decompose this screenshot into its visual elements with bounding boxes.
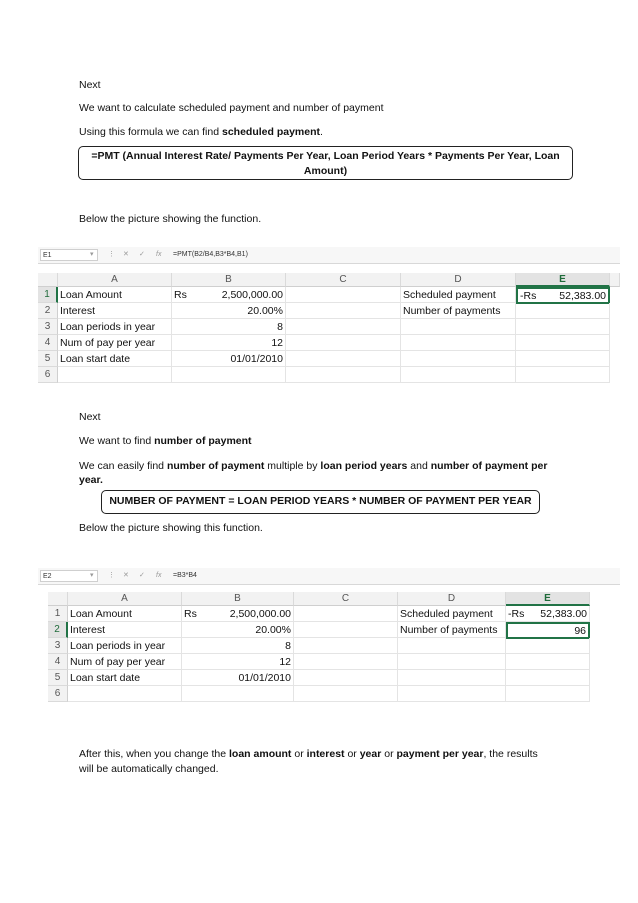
concl-8: payment per year [396, 748, 484, 760]
cancel-icon[interactable]: ✕ [123, 251, 129, 258]
cell-a1[interactable]: Loan Amount [68, 606, 182, 622]
cell-e3[interactable] [506, 638, 590, 654]
cell-a6[interactable] [58, 367, 172, 383]
cell-b2[interactable]: 20.00% [182, 622, 294, 638]
easy-paragraph [79, 459, 564, 487]
cell-c2[interactable] [294, 622, 398, 638]
cell-b5[interactable]: 01/01/2010 [182, 670, 294, 686]
cell-a5[interactable]: Loan start date [58, 351, 172, 367]
formula-bar [38, 568, 620, 585]
cell-e2[interactable]: 96 [506, 622, 590, 639]
cell-c1[interactable] [286, 287, 401, 303]
cell-b4[interactable]: 12 [182, 654, 294, 670]
dropdown-icon[interactable]: ▾ [90, 251, 94, 258]
cell-e2[interactable] [516, 303, 610, 319]
find-line [79, 434, 252, 448]
formula-intro-plain: Using this formula we can find [79, 126, 222, 138]
cell-d2[interactable]: Number of payments [398, 622, 506, 638]
cell-c1[interactable] [294, 606, 398, 622]
cell-a2[interactable]: Interest [68, 622, 182, 638]
pmt-formula-line2: Amount) [303, 165, 348, 177]
col-header-d[interactable]: D [401, 273, 516, 287]
cell-e4[interactable] [506, 654, 590, 670]
spreadsheet-2 [38, 568, 620, 700]
cell-a4[interactable]: Num of pay per year [68, 654, 182, 670]
cell-a3[interactable]: Loan periods in year [58, 319, 172, 335]
cell-c3[interactable] [286, 319, 401, 335]
col-header-e[interactable]: E [516, 273, 610, 287]
cell-c5[interactable] [286, 351, 401, 367]
col-header-b[interactable]: B [182, 592, 294, 606]
cell-a5[interactable]: Loan start date [68, 670, 182, 686]
row-header-3[interactable]: 3 [38, 319, 58, 335]
cell-d1[interactable]: Scheduled payment [398, 606, 506, 622]
concl-10: will be automatically changed. [79, 763, 219, 775]
find-bold: number of payment [154, 435, 252, 447]
cell-d3[interactable] [401, 319, 516, 335]
row-header-3[interactable]: 3 [48, 638, 68, 654]
currency-prefix: Rs [174, 289, 187, 301]
cell-a1[interactable]: Loan Amount [58, 287, 172, 303]
separator-icon: ⋮ [108, 251, 115, 258]
cell-d6[interactable] [401, 367, 516, 383]
cell-d4[interactable] [398, 654, 506, 670]
easy-4: loan period years [320, 460, 408, 472]
cell-d3[interactable] [398, 638, 506, 654]
cell-d4[interactable] [401, 335, 516, 351]
cell-e4[interactable] [516, 335, 610, 351]
cell-e6[interactable] [506, 686, 590, 702]
cell-c4[interactable] [286, 335, 401, 351]
cell-c3[interactable] [294, 638, 398, 654]
col-header-a[interactable]: A [58, 273, 172, 287]
currency-prefix: -Rs [520, 290, 537, 302]
separator-icon: ⋮ [108, 572, 115, 579]
cell-a2[interactable]: Interest [58, 303, 172, 319]
cell-a4[interactable]: Num of pay per year [58, 335, 172, 351]
name-box[interactable]: E1 [40, 249, 98, 261]
concl-5: or [344, 748, 360, 760]
dropdown-icon[interactable]: ▾ [90, 572, 94, 579]
cell-value: 52,383.00 [540, 608, 587, 620]
col-header-a[interactable]: A [68, 592, 182, 606]
cell-c4[interactable] [294, 654, 398, 670]
row-header-2[interactable]: 2 [48, 622, 68, 638]
cell-b6[interactable] [182, 686, 294, 702]
col-header-c[interactable]: C [286, 273, 401, 287]
find-plain: We want to find [79, 435, 155, 447]
spreadsheet-1 [38, 247, 620, 383]
cancel-icon[interactable]: ✕ [123, 572, 129, 579]
cell-e1[interactable] [516, 287, 610, 304]
row-header-6[interactable]: 6 [38, 367, 58, 383]
cell-e6[interactable] [516, 367, 610, 383]
easy-5: and [407, 460, 431, 472]
concl-3: or [291, 748, 307, 760]
next-heading-1: Next [79, 79, 101, 91]
concl-2: loan amount [229, 748, 292, 760]
cell-c6[interactable] [286, 367, 401, 383]
cell-c5[interactable] [294, 670, 398, 686]
cell-value: 52,383.00 [559, 290, 606, 302]
pmt-formula-line1: =PMT (Annual Interest Rate/ Payments Per Year, Loan Period Years * Payments Per Year, Loan [91, 150, 560, 162]
cell-b1[interactable] [182, 606, 294, 622]
cell-e5[interactable] [506, 670, 590, 686]
nop-formula-box [101, 490, 540, 514]
col-header-d[interactable]: D [398, 592, 506, 606]
col-header-e[interactable]: E [506, 592, 590, 606]
concl-9: , the results [483, 748, 538, 760]
cell-b6[interactable] [172, 367, 286, 383]
cell-d6[interactable] [398, 686, 506, 702]
easy-3: multiple by [264, 460, 321, 472]
cell-d1[interactable]: Scheduled payment [401, 287, 516, 303]
conclusion-paragraph [79, 747, 564, 777]
enter-icon[interactable]: ✓ [139, 251, 145, 258]
cell-c2[interactable] [286, 303, 401, 319]
row-header-5[interactable]: 5 [38, 351, 58, 367]
fx-icon[interactable]: fx [156, 251, 162, 258]
easy-1: We can easily find [79, 460, 167, 472]
formula-intro-end: . [320, 126, 323, 138]
concl-6: year [359, 748, 382, 760]
calc-line: We want to calculate scheduled payment and number of payment [79, 102, 384, 114]
pmt-formula-box [78, 146, 573, 180]
row-header-5[interactable]: 5 [48, 670, 68, 686]
row-header-2[interactable]: 2 [38, 303, 58, 319]
cell-d2[interactable]: Number of payments [401, 303, 516, 319]
name-box[interactable]: E2 [40, 570, 98, 582]
easy-7: year. [79, 474, 103, 486]
cell-value: 2,500,000.00 [221, 289, 283, 301]
row-header-4[interactable]: 4 [38, 335, 58, 351]
cell-a3[interactable]: Loan periods in year [68, 638, 182, 654]
currency-prefix: Rs [184, 608, 197, 620]
col-header-b[interactable]: B [172, 273, 286, 287]
row-header-1[interactable]: 1 [48, 606, 68, 622]
row-header-4[interactable]: 4 [48, 654, 68, 670]
cell-e1[interactable] [506, 606, 590, 622]
corner-cell[interactable] [48, 592, 68, 606]
col-header-spill [610, 273, 620, 287]
concl-1: After this, when you change the [79, 748, 230, 760]
formula-intro [79, 125, 323, 139]
cell-b2[interactable]: 20.00% [172, 303, 286, 319]
cell-b4[interactable]: 12 [172, 335, 286, 351]
easy-6: number of payment per [430, 460, 548, 472]
formula-intro-bold: scheduled payment [221, 126, 321, 138]
cell-b3[interactable]: 8 [172, 319, 286, 335]
cell-b3[interactable]: 8 [182, 638, 294, 654]
formula-text[interactable]: =B3*B4 [173, 572, 197, 579]
fx-icon[interactable]: fx [156, 572, 162, 579]
easy-2: number of payment [166, 460, 265, 472]
enter-icon[interactable]: ✓ [139, 572, 145, 579]
currency-prefix: -Rs [508, 608, 525, 620]
formula-text[interactable]: =PMT(B2/B4,B3*B4,B1) [173, 251, 248, 258]
cell-e5[interactable] [516, 351, 610, 367]
row-header-6[interactable]: 6 [48, 686, 68, 702]
concl-7: or [381, 748, 397, 760]
cell-b1[interactable] [172, 287, 286, 303]
cell-c6[interactable] [294, 686, 398, 702]
row-header-1[interactable]: 1 [38, 287, 58, 303]
nop-formula: NUMBER OF PAYMENT = LOAN PERIOD YEARS * NUMBER OF PAYMENT PER YEAR [109, 495, 532, 507]
cell-d5[interactable] [398, 670, 506, 686]
next-heading-2: Next [79, 411, 101, 423]
cell-a6[interactable] [68, 686, 182, 702]
formula-bar [38, 247, 620, 264]
cell-d5[interactable] [401, 351, 516, 367]
corner-cell[interactable] [38, 273, 58, 287]
below-picture-2: Below the picture showing this function. [79, 522, 263, 534]
cell-e3[interactable] [516, 319, 610, 335]
col-header-c[interactable]: C [294, 592, 398, 606]
cell-b5[interactable]: 01/01/2010 [172, 351, 286, 367]
concl-4: interest [306, 748, 345, 760]
below-picture-1: Below the picture showing the function. [79, 213, 262, 225]
cell-value: 2,500,000.00 [229, 608, 291, 620]
